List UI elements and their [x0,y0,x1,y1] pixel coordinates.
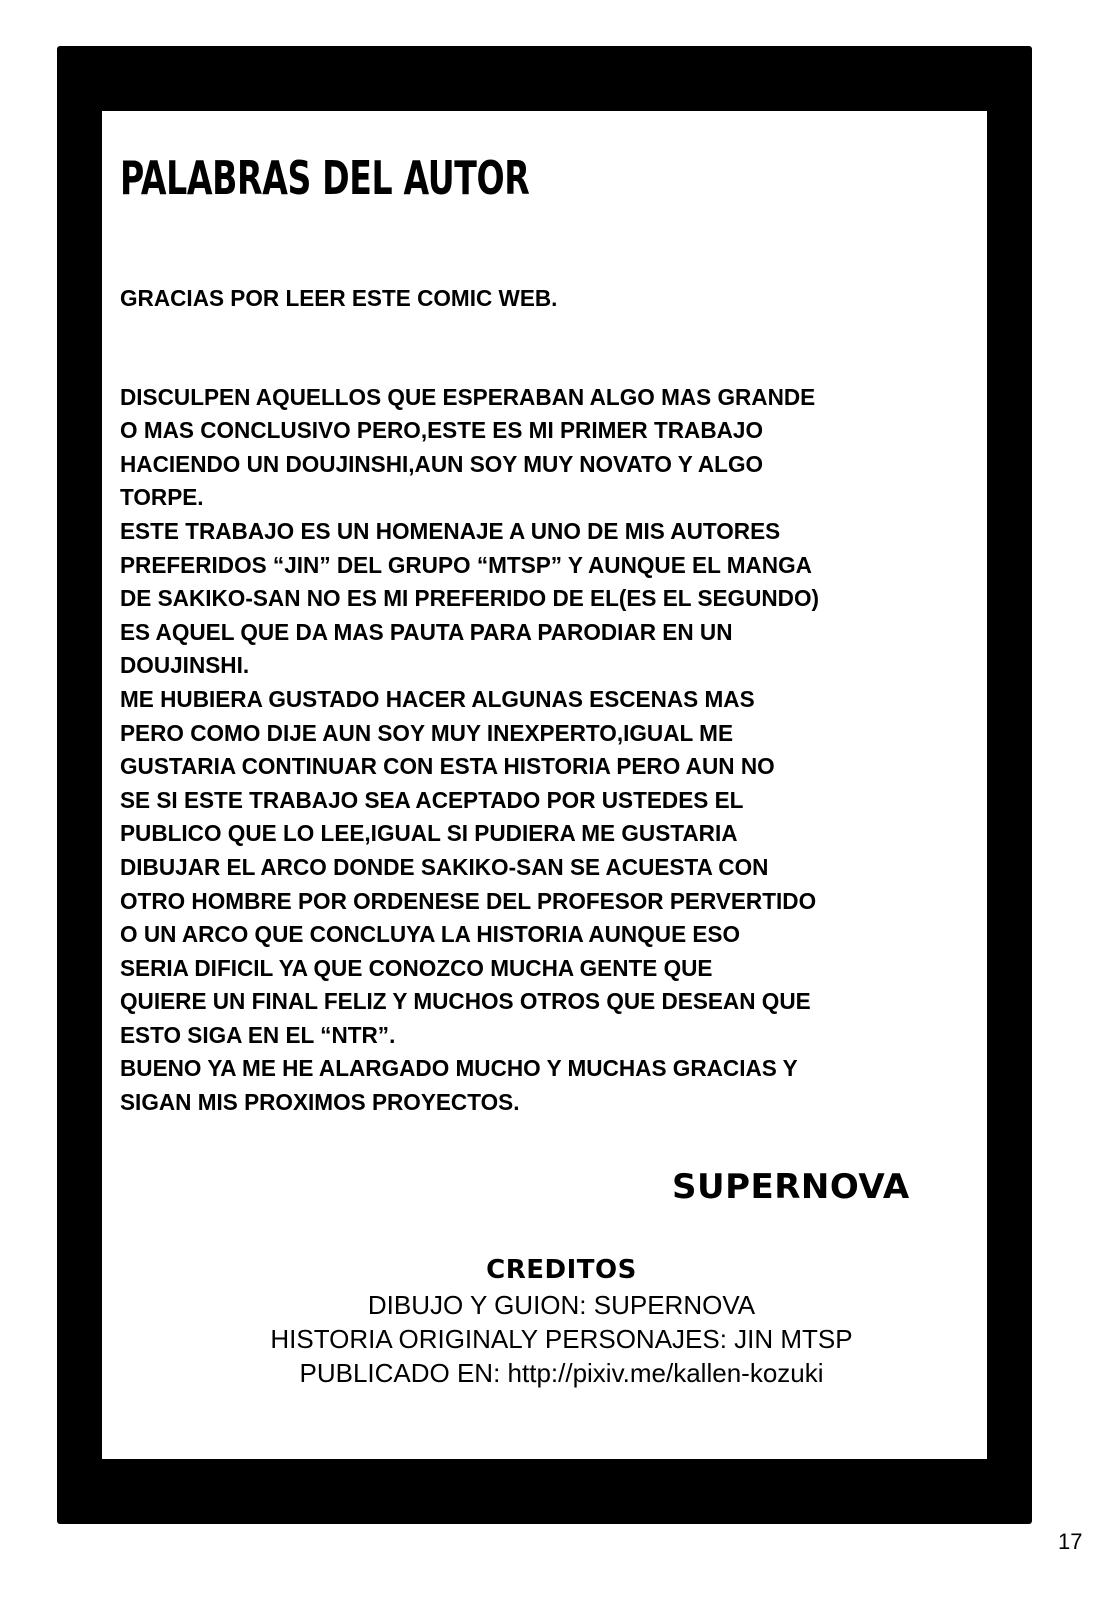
body-line: SIGAN MIS PROXIMOS PROYECTOS. [120,1089,520,1116]
credits-block [102,1252,987,1390]
body-line: ME HUBIERA GUSTADO HACER ALGUNAS ESCENAS MAS [120,685,755,712]
body-line: ESTO SIGA EN EL “NTR”. [120,1021,396,1048]
body-line: OTRO HOMBRE POR ORDENESE DEL PROFESOR PERVERTIDO [120,887,817,914]
body-line: DE SAKIKO-SAN NO ES MI PREFERIDO DE EL(ES EL SEGUNDO) [120,585,820,612]
body-line: ES AQUEL QUE DA MAS PAUTA PARA PARODIAR EN UN [120,618,733,645]
page-title: PALABRAS DEL AUTOR [120,151,530,205]
body-line: DIBUJAR EL ARCO DONDE SAKIKO-SAN SE ACUESTA CON [120,853,769,880]
author-notes-body [120,282,850,1120]
body-line: BUENO YA ME HE ALARGADO MUCHO Y MUCHAS GRACIAS Y [120,1055,798,1082]
body-line: TORPE. [120,484,204,511]
body-line: DISCULPEN AQUELLOS QUE ESPERABAN ALGO MAS GRANDE [120,383,816,410]
body-line: O UN ARCO QUE CONCLUYA LA HISTORIA AUNQUE ESO [120,921,741,948]
body-line: O MAS CONCLUSIVO PERO,ESTE ES MI PRIMER TRABAJO [120,417,764,444]
body-line: PERO COMO DIJE AUN SOY MUY INEXPERTO,IGUAL ME [120,719,733,746]
author-signature: SUPERNOVA [672,1167,910,1207]
body-line: HACIENDO UN DOUJINSHI,AUN SOY MUY NOVATO Y ALGO [120,450,764,477]
body-line: PUBLICO QUE LO LEE,IGUAL SI PUDIERA ME GUSTARIA [120,820,738,847]
body-line: QUIERE UN FINAL FELIZ Y MUCHOS OTROS QUE DESEAN QUE [120,988,811,1015]
credits-published: PUBLICADO EN: http://pixiv.me/kallen-kozuki [299,1358,824,1388]
body-line: GUSTARIA CONTINUAR CON ESTA HISTORIA PERO AUN NO [120,753,775,780]
body-line: PREFERIDOS “JIN” DEL GRUPO “MTSP” Y AUNQUE EL MANGA [120,551,812,578]
page-number: 17 [1058,1529,1083,1554]
credits-heading: CREDITOS [486,1255,637,1285]
credits-original-story: HISTORIA ORIGINALY PERSONAJES: JIN MTSP [270,1324,853,1354]
credits-drawing-script: DIBUJO Y GUION: SUPERNOVA [367,1290,756,1320]
body-line: SERIA DIFICIL YA QUE CONOZCO MUCHA GENTE QUE [120,954,713,981]
greeting-line: GRACIAS POR LEER ESTE COMIC WEB. [120,285,558,311]
body-line: DOUJINSHI. [120,652,250,679]
body-line: SE SI ESTE TRABAJO SEA ACEPTADO POR USTEDES EL [120,786,744,813]
paragraph-gap [120,316,850,381]
body-line: ESTE TRABAJO ES UN HOMENAJE A UNO DE MIS AUTORES [120,517,781,544]
